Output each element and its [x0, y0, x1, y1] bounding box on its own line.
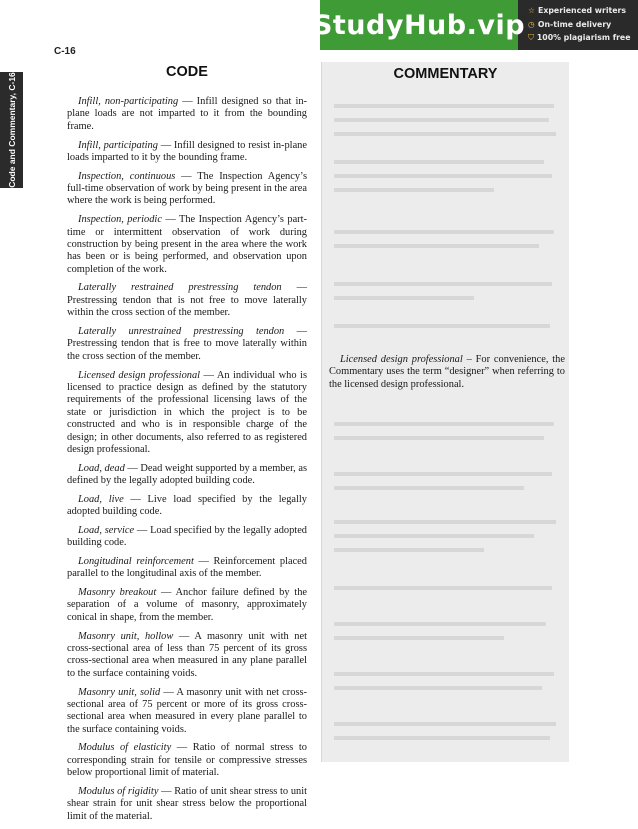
- definition: [67, 140, 307, 165]
- definition: [67, 282, 307, 319]
- bleed-through-line: [334, 188, 494, 192]
- bleed-through-line: [334, 520, 556, 524]
- definition-term: Load, live: [78, 493, 124, 505]
- definition-text: — A masonry unit with net cross-sectional area of less than 75 percent of its gross cross-sectional area when measured in any plane parallel to the surface containing voids.: [67, 630, 307, 679]
- side-tab: [0, 72, 23, 188]
- definition-text: — The Inspection Agency’s part-time or intermittent observation of work during construction by being present in the area where the work has been or is being performed, and observation upon completion of the work.: [67, 214, 307, 275]
- code-column: [67, 64, 307, 829]
- definition-text: — A masonry unit with net cross-sectional area of 75 percent or more of its gross cross-sectional area when measured in every plane parallel to the surface containing voids.: [67, 686, 307, 735]
- commentary-text: – For convenience, the Commentary uses the term “designer” when referring to the licensed design professional.: [329, 354, 565, 390]
- definition-text: — Anchor failure defined by the separation of a volume of masonry, approximately conical in shape, from the member.: [67, 587, 307, 623]
- definition: [67, 687, 307, 737]
- commentary-heading: COMMENTARY: [393, 66, 498, 82]
- bleed-through-line: [334, 472, 552, 476]
- definition: [67, 587, 307, 624]
- feature-item: [528, 18, 631, 32]
- bleed-through-line: [334, 548, 484, 552]
- definition-term: Longitudinal reinforcement: [78, 555, 194, 567]
- clock-icon: ◷: [528, 19, 535, 29]
- definition-term: Laterally restrained prestressing tendon: [78, 282, 282, 294]
- definition: [67, 370, 307, 457]
- bleed-through-line: [334, 486, 524, 490]
- definition: [67, 171, 307, 208]
- definition: [67, 631, 307, 681]
- bleed-through-line: [334, 672, 554, 676]
- definition-term: Inspection, periodic: [78, 214, 162, 226]
- definition: [67, 214, 307, 276]
- code-heading: CODE: [166, 64, 208, 80]
- bleed-through-line: [334, 422, 554, 426]
- feature-label: Experienced writers: [538, 6, 627, 15]
- bleed-through-line: [334, 296, 474, 300]
- definition: [67, 556, 307, 581]
- bleed-through-line: [334, 324, 550, 328]
- definition-text: — Dead weight supported by a member, as defined by the legally adopted building code.: [67, 462, 308, 487]
- definition-text: — Prestressing tendon that is not free to move laterally within the cross section of the member.: [67, 282, 307, 319]
- shield-check-icon: ⛉: [528, 33, 534, 42]
- definition-term: Laterally unrestrained prestressing tendon: [78, 325, 285, 337]
- bleed-through-line: [334, 736, 550, 740]
- definition-term: Masonry unit, hollow: [78, 630, 174, 642]
- brand-logo[interactable]: StudyHub.vip: [320, 0, 518, 50]
- side-tab-label: Code and Commentary, C-16: [6, 72, 17, 188]
- bleed-through-line: [334, 282, 552, 286]
- bleed-through-line: [334, 104, 554, 108]
- definition-text: — Prestressing tendon that is free to move laterally within the cross section of the member.: [67, 325, 307, 362]
- definition-term: Load, service: [78, 524, 135, 536]
- definition-term: Load, dead: [78, 462, 125, 474]
- definition-text: — Reinforcement placed parallel to the longitudinal axis of the member.: [67, 555, 307, 580]
- definition-text: — Live load specified by the legally adopted building code.: [67, 493, 308, 518]
- definition-term: Masonry unit, solid: [78, 686, 161, 698]
- definition-text: — An individual who is licensed to practice design as defined by the statutory requirements of the professional licensing laws of the state or jurisdiction in which the project is to be constructed and who is in responsible charge of the design; in other documents, also referred to as registered design professional.: [67, 369, 307, 455]
- bleed-through-line: [334, 174, 552, 178]
- definition-term: Modulus of rigidity: [78, 785, 159, 797]
- commentary-term: Licensed design professional: [340, 354, 463, 365]
- definition-text: — Ratio of normal stress to corresponding strain for tensile or compressive stresses below proportional limit of material.: [67, 742, 308, 779]
- feature-item: [528, 31, 631, 45]
- promo-banner[interactable]: [312, 0, 638, 50]
- feature-list: [528, 4, 631, 45]
- bleed-through-line: [334, 244, 539, 248]
- definition-term: Infill, non-participating: [78, 96, 179, 107]
- bleed-through-line: [334, 118, 549, 122]
- definition-term: Infill, participating: [78, 139, 158, 151]
- definition-term: Masonry breakout: [78, 587, 157, 599]
- definition-text: — Ratio of unit shear stress to unit shear strain for unit shear stress below the proportional limit of the material.: [67, 785, 307, 822]
- bleed-through-line: [334, 622, 546, 626]
- definition-term: Licensed design professional: [78, 369, 201, 381]
- feature-label: On-time delivery: [537, 19, 612, 29]
- commentary-definition: [329, 354, 565, 391]
- bleed-through-line: [334, 436, 544, 440]
- definition: [67, 494, 307, 519]
- definition: [67, 786, 307, 823]
- feature-item: [528, 4, 631, 18]
- definition: [67, 742, 307, 779]
- commentary-column: [321, 62, 569, 762]
- bleed-through-line: [334, 686, 542, 690]
- bleed-through-line: [334, 230, 554, 234]
- definition-term: Modulus of elasticity: [78, 742, 172, 754]
- definition-term: Inspection, continuous: [78, 170, 176, 182]
- bleed-through-line: [334, 132, 556, 136]
- definition: [67, 525, 307, 550]
- bleed-through-line: [334, 636, 504, 640]
- page-number: C-16: [54, 46, 76, 57]
- definition-text: — Infill designed so that in-plane loads are not imparted to it from the bounding frame.: [67, 96, 307, 132]
- bleed-through-line: [334, 160, 544, 164]
- definition-text: — The Inspection Agency’s full-time observation of work by being present in the area where the work is being performed.: [67, 170, 307, 207]
- bleed-through-line: [334, 722, 556, 726]
- definition: [67, 96, 307, 133]
- definition-text: — Load specified by the legally adopted building code.: [67, 524, 307, 549]
- definition: [67, 326, 307, 363]
- definition: [67, 463, 307, 488]
- star-icon: ☆: [528, 6, 535, 15]
- bleed-through-line: [334, 534, 534, 538]
- feature-label: 100% plagiarism free: [536, 33, 631, 42]
- definition-text: — Infill designed to resist in-plane loads imparted to it by the bounding frame.: [67, 139, 307, 163]
- bleed-through-line: [334, 586, 552, 590]
